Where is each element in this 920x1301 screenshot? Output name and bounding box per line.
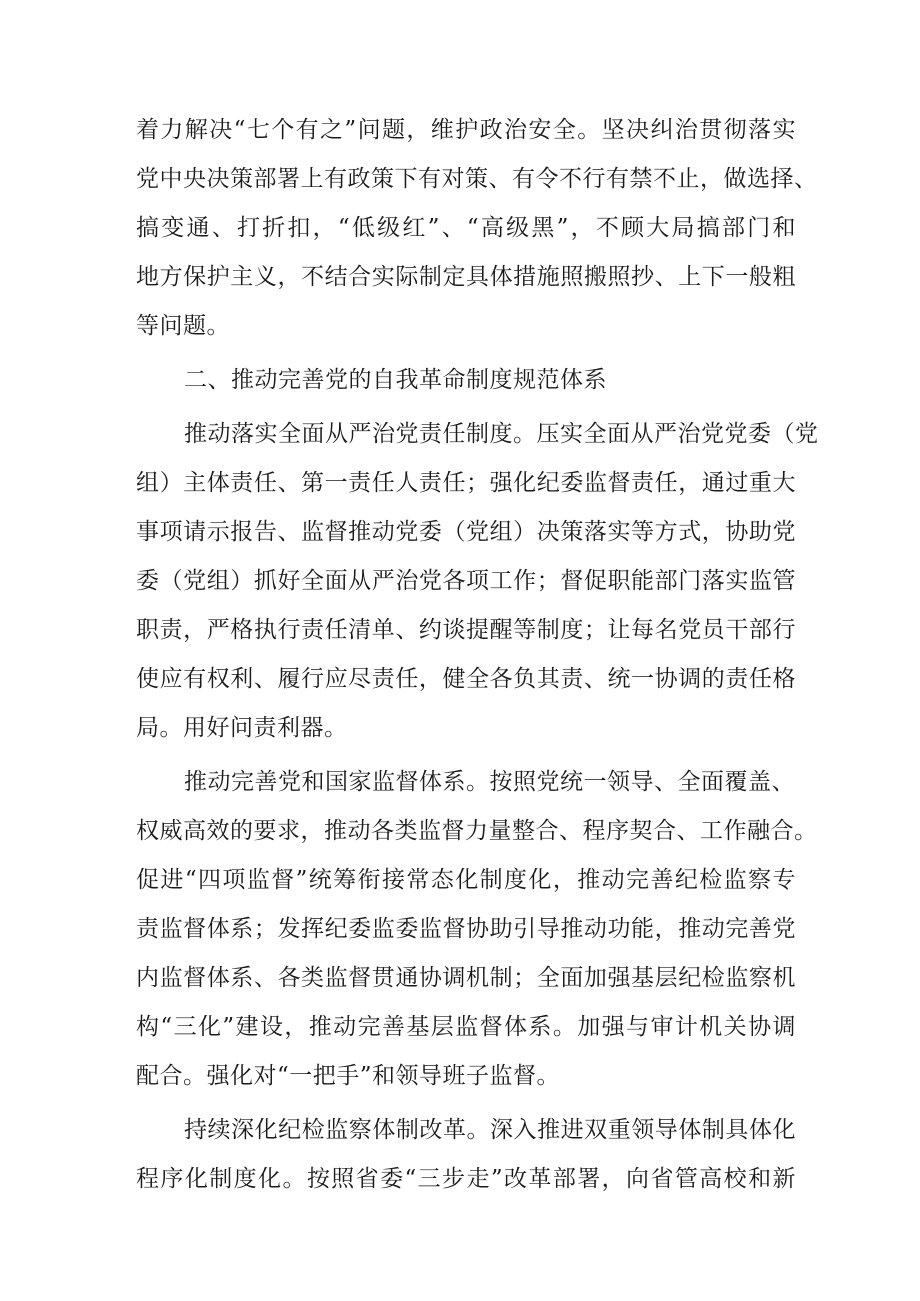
paragraph-line: 等问题。 [136,313,230,339]
paragraph-line: 党中央决策部署上有政策下有对策、有令不行有禁不止，做选择、 [136,166,818,192]
paragraph-line: 推动落实全面从严治党责任制度。压实全面从严治党党委（党 [184,421,819,447]
paragraph-line: 持续深化纪检监察体制改革。深入推进双重领导体制具体化 [184,1117,796,1143]
paragraph-line: 责监督体系；发挥纪委监委监督协助引导推动功能，推动完善党 [136,916,796,942]
paragraph-line: 推动完善党和国家监督体系。按照党统一领导、全面覆盖、 [184,769,795,795]
paragraph-line: 使应有权利、履行应尽责任，健全各负其责、统一协调的责任格 [136,666,796,692]
paragraph-line: 职责，严格执行责任清单、约谈提醒等制度；让每名党员干部行 [136,617,796,643]
section-heading: 二、推动完善党的自我革命制度规范体系 [184,367,607,393]
paragraph-line: 促进“四项监督”统筹衔接常态化制度化，推动完善纪检监察专 [136,867,796,893]
paragraph-line: 构“三化”建设，推动完善基层监督体系。加强与审计机关协调 [136,1014,796,1040]
paragraph-line: 局。用好问责利器。 [136,715,348,741]
paragraph-line: 着力解决“七个有之”问题，维护政治安全。坚决纠治贯彻落实 [136,117,796,143]
paragraph-line: 搞变通、打折扣，“低级红”、“高级黑”，不顾大局搞部门和 [136,215,796,241]
paragraph-line: 组）主体责任、第一责任人责任；强化纪委监督责任，通过重大 [136,470,796,496]
paragraph-line: 事项请示报告、监督推动党委（党组）决策落实等方式，协助党 [136,519,796,545]
paragraph-line: 地方保护主义，不结合实际制定具体措施照搬照抄、上下一般粗 [136,264,796,290]
paragraph-line: 委（党组）抓好全面从严治党各项工作；督促职能部门落实监管 [136,568,796,594]
paragraph-line: 程序化制度化。按照省委“三步走”改革部署，向省管高校和新 [136,1166,796,1192]
paragraph-line: 配合。强化对“一把手”和领导班子监督。 [136,1063,561,1089]
paragraph-line: 内监督体系、各类监督贯通协调机制；全面加强基层纪检监察机 [136,965,796,991]
paragraph-line: 权威高效的要求，推动各类监督力量整合、程序契合、工作融合。 [136,818,818,844]
